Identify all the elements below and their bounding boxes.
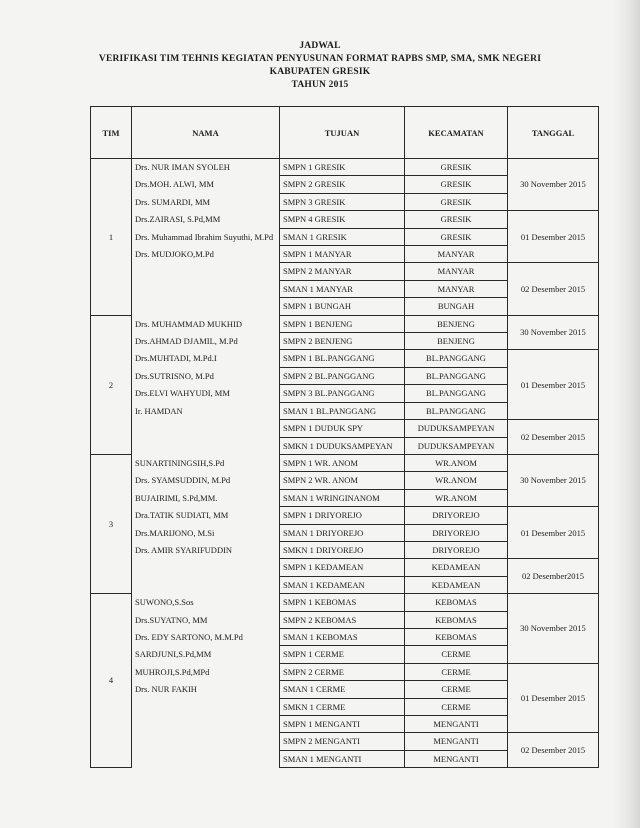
destination-school: SMAN 1 GRESIK xyxy=(280,228,405,245)
district: CERME xyxy=(405,698,508,715)
destination-school: SMPN 3 BL.PANGGANG xyxy=(280,385,405,402)
member-name xyxy=(132,576,280,593)
destination-school: SMAN 1 BL.PANGGANG xyxy=(280,402,405,419)
destination-school: SMAN 1 MENGANTI xyxy=(280,750,405,767)
schedule-table xyxy=(90,106,599,768)
member-name: Drs.ZAIRASI, S.Pd,MM xyxy=(132,211,280,228)
destination-school: SMKN 1 DRIYOREJO xyxy=(280,541,405,558)
visit-date: 30 November 2015 xyxy=(508,594,599,664)
table-row xyxy=(91,663,599,680)
header-tujuan: TUJUAN xyxy=(280,107,405,159)
heading-subtitle: VERIFIKASI TIM TEHNIS KEGIATAN PENYUSUNAN FORMAT RAPBS SMP, SMA, SMK NEGERI xyxy=(98,54,542,64)
member-name xyxy=(132,263,280,280)
destination-school: SMKN 1 CERME xyxy=(280,698,405,715)
table-row xyxy=(91,559,599,576)
destination-school: SMPN 2 CERME xyxy=(280,663,405,680)
district: CERME xyxy=(405,646,508,663)
table-row xyxy=(91,159,599,176)
member-name: Drs.MOH. ALWI, MM xyxy=(132,176,280,193)
district: MENGANTI xyxy=(405,750,508,767)
visit-date: 01 Desember 2015 xyxy=(508,350,599,420)
member-name: Dra.TATIK SUDIATI, MM xyxy=(132,507,280,524)
destination-school: SMPN 2 GRESIK xyxy=(280,176,405,193)
member-name: Drs.MARIJONO, M.Si xyxy=(132,524,280,541)
destination-school: SMPN 1 BUNGAH xyxy=(280,298,405,315)
member-name xyxy=(132,716,280,733)
member-name: SUNARTININGSIH,S.Pd xyxy=(132,454,280,471)
table-row xyxy=(91,211,599,228)
destination-school: SMAN 1 KEDAMEAN xyxy=(280,576,405,593)
district: GRESIK xyxy=(405,176,508,193)
member-name xyxy=(132,280,280,297)
district: BL.PANGGANG xyxy=(405,367,508,384)
team-number: 4 xyxy=(91,594,132,768)
destination-school: SMPN 1 KEDAMEAN xyxy=(280,559,405,576)
visit-date: 01 Desember 2015 xyxy=(508,507,599,559)
destination-school: SMPN 1 BENJENG xyxy=(280,315,405,332)
document-heading xyxy=(0,40,640,92)
header-tanggal: TANGGAL xyxy=(508,107,599,159)
district: BL.PANGGANG xyxy=(405,402,508,419)
district: GRESIK xyxy=(405,228,508,245)
district: WR.ANOM xyxy=(405,454,508,471)
district: MENGANTI xyxy=(405,733,508,750)
visit-date: 01 Desember 2015 xyxy=(508,663,599,733)
district: DRIYOREJO xyxy=(405,524,508,541)
district: KEDAMEAN xyxy=(405,559,508,576)
destination-school: SMPN 2 BL.PANGGANG xyxy=(280,367,405,384)
destination-school: SMAN 1 CERME xyxy=(280,681,405,698)
destination-school: SMPN 1 DRIYOREJO xyxy=(280,507,405,524)
district: KEBOMAS xyxy=(405,628,508,645)
destination-school: SMPN 1 MANYAR xyxy=(280,246,405,263)
destination-school: SMPN 1 MENGANTI xyxy=(280,716,405,733)
table-row xyxy=(91,594,599,611)
member-name xyxy=(132,698,280,715)
visit-date: 30 November 2015 xyxy=(508,454,599,506)
table-row xyxy=(91,507,599,524)
member-name: Drs.SUTRISNO, M.Pd xyxy=(132,367,280,384)
district: WR.ANOM xyxy=(405,489,508,506)
district: KEBOMAS xyxy=(405,594,508,611)
heading-region: KABUPATEN GRESIK xyxy=(269,67,371,77)
member-name: Drs. Muhammad Ibrahim Suyuthi, M.Pd xyxy=(132,228,280,245)
heading-title: JADWAL xyxy=(299,41,341,51)
heading-year: TAHUN 2015 xyxy=(291,80,349,90)
member-name: Drs. SUMARDI, MM xyxy=(132,193,280,210)
member-name: Drs.ELVI WAHYUDI, MM xyxy=(132,385,280,402)
destination-school: SMPN 1 BL.PANGGANG xyxy=(280,350,405,367)
district: GRESIK xyxy=(405,159,508,176)
team-number: 3 xyxy=(91,454,132,593)
destination-school: SMAN 1 KEBOMAS xyxy=(280,628,405,645)
district: KEBOMAS xyxy=(405,611,508,628)
destination-school: SMPN 1 GRESIK xyxy=(280,159,405,176)
district: BENJENG xyxy=(405,333,508,350)
table-row xyxy=(91,263,599,280)
table-row xyxy=(91,350,599,367)
district: DUDUKSAMPEYAN xyxy=(405,437,508,454)
district: KEDAMEAN xyxy=(405,576,508,593)
visit-date: 02 Desember 2015 xyxy=(508,420,599,455)
member-name xyxy=(132,750,280,767)
visit-date: 02 Desember 2015 xyxy=(508,733,599,768)
header-nama: NAMA xyxy=(132,107,280,159)
visit-date: 02 Desember 2015 xyxy=(508,263,599,315)
visit-date: 01 Desember 2015 xyxy=(508,211,599,263)
member-name xyxy=(132,298,280,315)
district: BL.PANGGANG xyxy=(405,350,508,367)
district: DRIYOREJO xyxy=(405,541,508,558)
table-row xyxy=(91,315,599,332)
member-name xyxy=(132,437,280,454)
destination-school: SMPN 2 BENJENG xyxy=(280,333,405,350)
district: CERME xyxy=(405,681,508,698)
district: MANYAR xyxy=(405,246,508,263)
district: BENJENG xyxy=(405,315,508,332)
member-name: Drs. AMIR SYARIFUDDIN xyxy=(132,541,280,558)
member-name xyxy=(132,559,280,576)
team-number: 1 xyxy=(91,159,132,316)
destination-school: SMAN 1 MANYAR xyxy=(280,280,405,297)
member-name: SUWONO,S.Sos xyxy=(132,594,280,611)
district: BUNGAH xyxy=(405,298,508,315)
page-shadow-edge xyxy=(612,0,640,828)
table-row xyxy=(91,454,599,471)
member-name: Drs. NUR IMAN SYOLEH xyxy=(132,159,280,176)
member-name: Drs.AHMAD DJAMIL, M.Pd xyxy=(132,333,280,350)
destination-school: SMPN 2 KEBOMAS xyxy=(280,611,405,628)
destination-school: SMPN 4 GRESIK xyxy=(280,211,405,228)
table-row xyxy=(91,420,599,437)
member-name: Ir. HAMDAN xyxy=(132,402,280,419)
district: DUDUKSAMPEYAN xyxy=(405,420,508,437)
district: GRESIK xyxy=(405,193,508,210)
destination-school: SMPN 1 CERME xyxy=(280,646,405,663)
destination-school: SMPN 1 KEBOMAS xyxy=(280,594,405,611)
destination-school: SMPN 3 GRESIK xyxy=(280,193,405,210)
member-name: Drs.SUYATNO, MM xyxy=(132,611,280,628)
member-name xyxy=(132,733,280,750)
table-header-row xyxy=(91,107,599,159)
team-number: 2 xyxy=(91,315,132,454)
header-tim: TIM xyxy=(91,107,132,159)
district: GRESIK xyxy=(405,211,508,228)
district: MENGANTI xyxy=(405,716,508,733)
member-name: Drs. MUHAMMAD MUKHID xyxy=(132,315,280,332)
destination-school: SMPN 1 DUDUK SPY xyxy=(280,420,405,437)
destination-school: SMPN 2 MANYAR xyxy=(280,263,405,280)
destination-school: SMPN 1 WR. ANOM xyxy=(280,454,405,471)
district: BL.PANGGANG xyxy=(405,385,508,402)
table-row xyxy=(91,733,599,750)
visit-date: 30 November 2015 xyxy=(508,159,599,211)
district: CERME xyxy=(405,663,508,680)
member-name: BUJAIRIMI, S.Pd,MM. xyxy=(132,489,280,506)
district: DRIYOREJO xyxy=(405,507,508,524)
schedule-body xyxy=(91,159,599,768)
destination-school: SMAN 1 DRIYOREJO xyxy=(280,524,405,541)
member-name: Drs. MUDJOKO,M.Pd xyxy=(132,246,280,263)
member-name: Drs. EDY SARTONO, M.M.Pd xyxy=(132,628,280,645)
member-name: Drs.MUHTADI, M.Pd.I xyxy=(132,350,280,367)
member-name: MUHROJI,S.Pd,MPd xyxy=(132,663,280,680)
district: WR.ANOM xyxy=(405,472,508,489)
member-name: Drs. SYAMSUDDIN, M.Pd xyxy=(132,472,280,489)
visit-date: 02 Desember2015 xyxy=(508,559,599,594)
destination-school: SMPN 2 MENGANTI xyxy=(280,733,405,750)
district: MANYAR xyxy=(405,280,508,297)
member-name: SARDJUNI,S.Pd,MM xyxy=(132,646,280,663)
destination-school: SMPN 2 WR. ANOM xyxy=(280,472,405,489)
member-name: Drs. NUR FAKIH xyxy=(132,681,280,698)
district: MANYAR xyxy=(405,263,508,280)
destination-school: SMAN 1 WRINGINANOM xyxy=(280,489,405,506)
visit-date: 30 November 2015 xyxy=(508,315,599,350)
member-name xyxy=(132,420,280,437)
destination-school: SMKN 1 DUDUKSAMPEYAN xyxy=(280,437,405,454)
header-kecamatan: KECAMATAN xyxy=(405,107,508,159)
